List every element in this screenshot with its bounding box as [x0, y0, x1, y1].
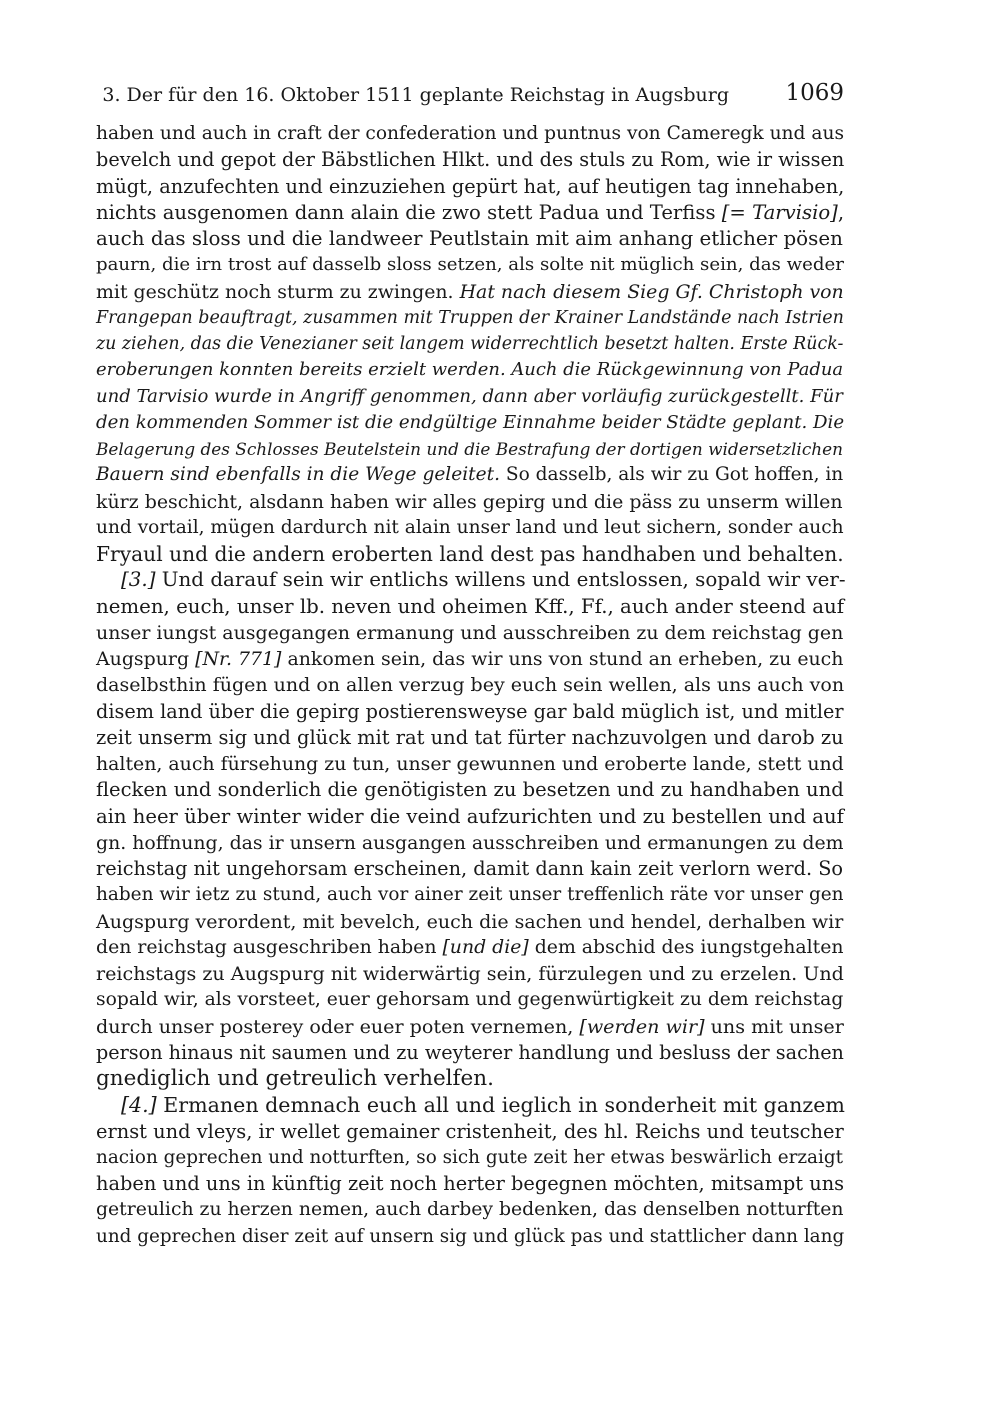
italic-text-segment: [Nr. 771] [195, 648, 282, 670]
text-segment: nemen, euch, unser lb. neven und oheimen Kff., Ff., auch ander steend auf [96, 594, 845, 618]
text-line [96, 672, 844, 698]
text-segment: flecken und sonderlich die genötigisten zu besetzen und zu handhaben und [96, 778, 844, 802]
text-segment: und vortail, mügen dardurch nit alain unser land und leut sichern, sonder auch [96, 516, 844, 538]
text-line [96, 541, 844, 567]
text-line [96, 1119, 844, 1145]
italic-text-segment: [= Tarvisio] [721, 200, 838, 224]
text-line [96, 620, 844, 646]
text-segment: person hinaus nit saumen und zu weyterer handlung und besluss der sachen [96, 1040, 844, 1064]
text-segment: Augspurg verordent, mit bevelch, euch die sachen und hendel, derhalben wir [96, 910, 844, 933]
text-segment: mit geschütz noch sturm zu zwingen. [96, 280, 460, 303]
text-segment: getreulich zu herzen nemen, auch darbey bedenken, das denselben notturften [96, 1199, 844, 1221]
text-line [96, 699, 844, 725]
text-segment: halten, auch fürsehung zu tun, unser gewunnen und eroberte lande, stett und [96, 753, 844, 775]
text-segment: durch unser posterey oder euer poten vernemen, [96, 1014, 580, 1038]
text-line [96, 515, 844, 541]
text-line [96, 384, 844, 410]
text-segment: reichstag nit ungehorsam erscheinen, damit dann kain zeit verlorn werd. So [96, 857, 844, 880]
text-line [96, 856, 844, 882]
text-line [96, 777, 844, 803]
text-segment: ankomen sein, das wir uns von stund an erheben, zu euch [281, 648, 844, 670]
italic-text-segment: eroberungen konnten bereits erzielt werden. Auch die Rückgewinnung von Padua [96, 359, 844, 381]
text-line [96, 174, 844, 200]
text-segment: paurn, die irn trost auf dasselb sloss setzen, als solte nit müglich sein, das weder [96, 254, 844, 276]
text-segment: den reichstag ausgeschriben haben [96, 936, 443, 958]
text-segment: haben und auch in craft der confederation und puntnus von Cameregk und aus [96, 123, 845, 144]
text-segment: dem abschid des iungstgehalten [528, 936, 844, 958]
page-number: 1069 [785, 80, 844, 106]
italic-text-segment: [und die] [442, 936, 529, 958]
text-line [96, 909, 844, 935]
text-line [96, 725, 844, 751]
text-segment: auch das sloss und die landweer Peutlstain mit aim anhang etlicher pösen [96, 227, 843, 250]
text-line [96, 1014, 844, 1040]
text-line [96, 305, 844, 331]
text-line [96, 489, 844, 515]
text-line [96, 1040, 844, 1066]
text-segment: zeit unserm sig und glück mit rat und tat fürter nachzuvolgen und darob zu [96, 725, 844, 749]
text-line [96, 830, 844, 856]
text-line [96, 1066, 844, 1092]
text-segment: So dasselb, als wir zu Got hoffen, in [499, 464, 844, 486]
text-segment: ernst und vleys, ir wellet gemainer cristenheit, des hl. Reichs und teutscher [96, 1119, 844, 1143]
italic-text-segment: [werden wir] [579, 1014, 705, 1038]
text-line [96, 1197, 844, 1223]
text-line [96, 279, 844, 305]
italic-text-segment: und Tarvisio wurde in Angriff genommen, dann aber vorläufig zurückgestellt. Für [96, 385, 843, 407]
text-segment: Und darauf sein wir entlichs willens und entslossen, sopald wir ver- [155, 568, 846, 592]
text-line [96, 121, 844, 147]
text-line [96, 410, 844, 436]
italic-text-segment: Hat nach diesem Sieg Gf. Christoph von [459, 280, 844, 303]
text-segment: haben wir ietz zu stund, auch vor ainer zeit unser treffenlich räte vor unser gen [96, 884, 844, 906]
text-segment: mügt, anzufechten und einzuziehen gepürt hat, auf heutigen tag innehaben, [96, 174, 845, 198]
text-line [96, 436, 844, 462]
text-line [96, 594, 844, 620]
text-segment: Augspurg [96, 648, 196, 670]
text-segment: disem land über die gepirg postierensweyse gar bald müglich ist, und mitler [96, 699, 844, 723]
text-segment: uns mit unser [704, 1014, 844, 1038]
text-segment: reichstags zu Augspurg nit widerwärtig sein, fürzulegen und zu erzelen. Und [96, 963, 844, 985]
text-line [96, 567, 844, 593]
page-header [96, 80, 844, 110]
text-line [96, 226, 844, 252]
text-segment: haben und uns in künftig zeit noch herter begegnen möchten, mitsampt uns [96, 1172, 845, 1195]
italic-text-segment: zu ziehen, das die Venezianer seit langem widerrechtlich besetzt halten. Erste Rück- [96, 334, 844, 354]
italic-text-segment: Frangepan beauftragt, zusammen mit Truppen der Krainer Landstände nach Istrien [96, 307, 844, 328]
text-segment: kürz beschicht, alsdann haben wir alles gepirg und die päss zu unserm willen [96, 490, 843, 513]
italic-text-segment: Bauern sind ebenfalls in die Wege geleitet. [96, 464, 500, 486]
text-line [96, 961, 844, 987]
text-segment: gn. hoffnung, das ir unsern ausgangen ausschreiben und ermanungen zu dem [96, 831, 844, 854]
text-segment: sopald wir, als vorsteet, euer gehorsam und gegenwürtigkeit zu dem reichstag [96, 989, 844, 1011]
text-segment: unser iungst ausgegangen ermanung und ausschreiben zu dem reichstag gen [96, 621, 844, 644]
text-line [96, 987, 844, 1013]
text-line [96, 357, 844, 383]
text-line [96, 646, 844, 672]
text-line [96, 804, 844, 830]
text-segment: und geprechen diser zeit auf unsern sig und glück pas und stattlicher dann lang [96, 1225, 845, 1247]
text-segment: daselbsthin fügen und on allen verzug bey euch sein wellen, als uns auch von [96, 674, 845, 697]
italic-text-segment: [4.] [121, 1093, 157, 1118]
text-line [96, 331, 844, 357]
text-line [96, 935, 844, 961]
text-line [96, 1224, 844, 1250]
text-line [96, 1092, 844, 1118]
text-line [96, 252, 844, 278]
text-segment: nacion geprechen und notturften, so sich gute zeit her etwas beswärlich erzaigt [96, 1146, 843, 1168]
text-line [96, 751, 844, 777]
text-line [96, 462, 844, 488]
text-segment: ain heer über winter wider die veind aufzurichten und zu bestellen und auf [96, 804, 844, 828]
text-line [96, 882, 844, 908]
italic-text-segment: Belagerung des Schlosses Beutelstein und die Bestrafung der dortigen widersetzlichen [96, 439, 843, 459]
text-segment: nichts ausgenomen dann alain die zwo stett Padua und Terfiss [96, 200, 722, 224]
text-line [96, 1145, 844, 1171]
text-segment: bevelch und gepot der Bäbstlichen Hlkt. und des stuls zu Rom, wie ir wissen [96, 148, 845, 172]
text-segment: Ermanen demnach euch all und ieglich in sonderheit mit ganzem [156, 1093, 845, 1118]
body-text [96, 121, 844, 1250]
text-line [96, 1171, 844, 1197]
italic-text-segment: [3.] [121, 568, 156, 592]
text-segment: , [837, 200, 845, 224]
italic-text-segment: den kommenden Sommer ist die endgültige Einnahme beider Städte geplant. Die [96, 411, 845, 433]
text-segment: gnediglich und getreulich verhelfen. [96, 1066, 494, 1091]
text-line [96, 200, 844, 226]
text-segment: Fryaul und die andern eroberten land dest pas handhaben und behalten. [96, 542, 844, 566]
text-line [96, 147, 844, 173]
running-title: 3. Der für den 16. Oktober 1511 geplante Reichstag in Augsburg [102, 84, 729, 106]
